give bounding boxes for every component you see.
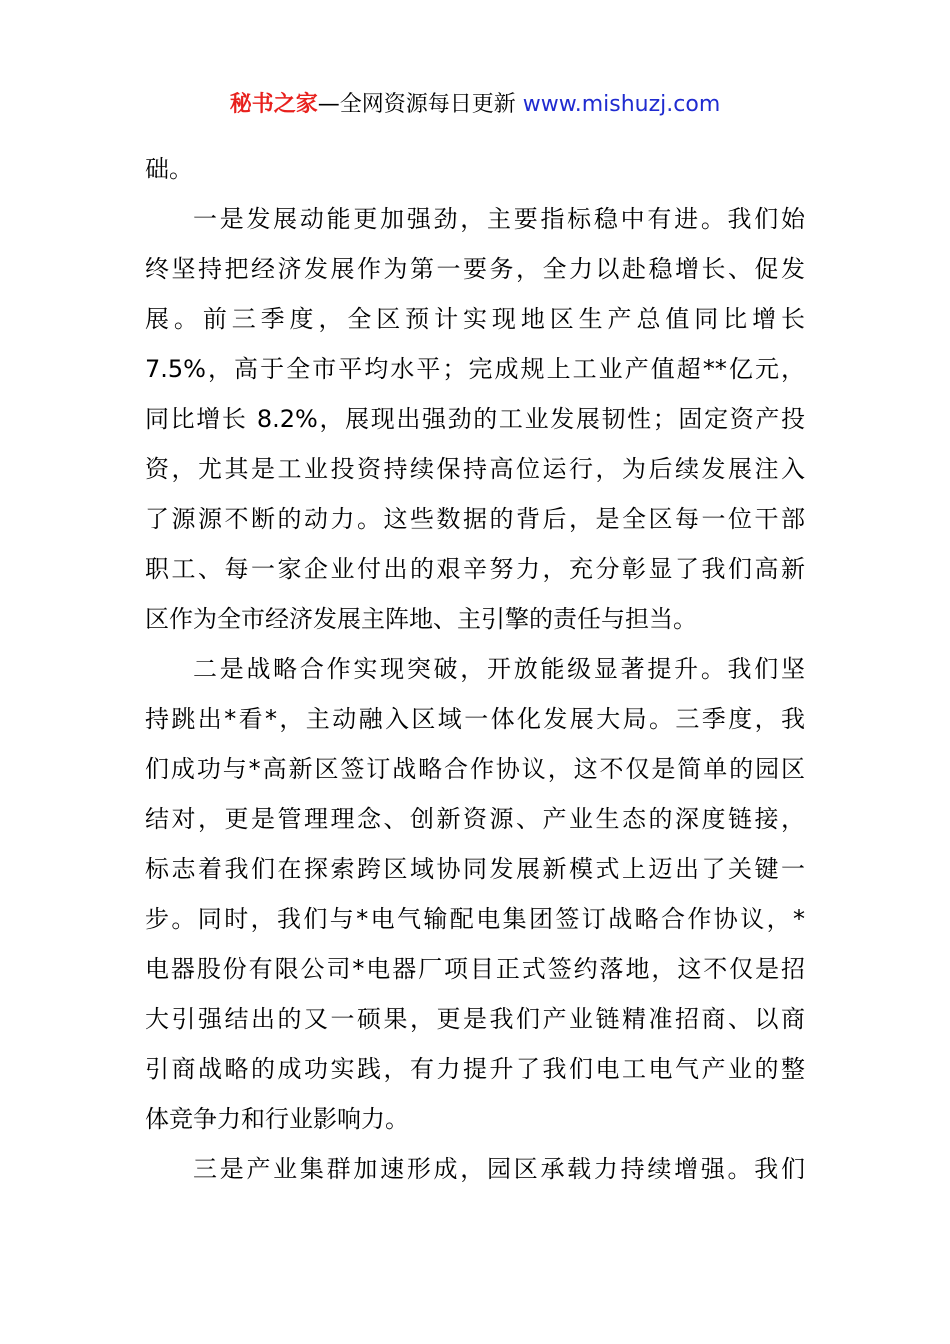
text-line: 步。同时，我们与*电气输配电集团签订战略合作协议，*	[145, 905, 805, 933]
text-line: 们成功与*高新区签订战略合作协议，这不仅是简单的园区	[145, 755, 805, 783]
paragraph-2-last-line: 体竞争力和行业影响力。	[145, 1105, 409, 1133]
paragraph-2-first-line: 二是战略合作实现突破，开放能级显著提升。我们坚	[193, 655, 805, 683]
site-url-link[interactable]: www.mishuzj.com	[522, 92, 721, 117]
paragraph-1-first-line: 一是发展动能更加强劲，主要指标稳中有进。我们始	[193, 205, 805, 233]
text-line: 同比增长 8.2%，展现出强劲的工业发展韧性；固定资产投	[145, 405, 805, 433]
text-line: 引商战略的成功实践，有力提升了我们电工电气产业的整	[145, 1055, 805, 1083]
header-tagline: —全网资源每日更新	[317, 92, 523, 117]
page-header	[0, 88, 950, 122]
text-line: 础。	[145, 155, 193, 183]
text-line: 资，尤其是工业投资持续保持高位运行，为后续发展注入	[145, 455, 805, 483]
text-line: 展。前三季度，全区预计实现地区生产总值同比增长	[145, 305, 805, 333]
text-line: 7.5%，高于全市平均水平；完成规上工业产值超**亿元，	[145, 355, 805, 383]
brand-name: 秘书之家	[229, 92, 318, 117]
text-line: 了源源不断的动力。这些数据的背后，是全区每一位干部	[145, 505, 805, 533]
text-line: 终坚持把经济发展作为第一要务，全力以赴稳增长、促发	[145, 255, 805, 283]
text-line: 结对，更是管理理念、创新资源、产业生态的深度链接，	[145, 805, 805, 833]
document-body	[145, 144, 805, 1194]
text-line: 大引强结出的又一硕果，更是我们产业链精准招商、以商	[145, 1005, 805, 1033]
text-line: 职工、每一家企业付出的艰辛努力，充分彰显了我们高新	[145, 555, 805, 583]
text-line: 电器股份有限公司*电器厂项目正式签约落地，这不仅是招	[145, 955, 805, 983]
paragraph-3-first-line: 三是产业集群加速形成，园区承载力持续增强。我们	[193, 1155, 805, 1183]
text-line: 持跳出*看*，主动融入区域一体化发展大局。三季度，我	[145, 705, 805, 733]
text-line: 标志着我们在探索跨区域协同发展新模式上迈出了关键一	[145, 855, 805, 883]
paragraph-1-last-line: 区作为全市经济发展主阵地、主引擎的责任与担当。	[145, 605, 697, 633]
